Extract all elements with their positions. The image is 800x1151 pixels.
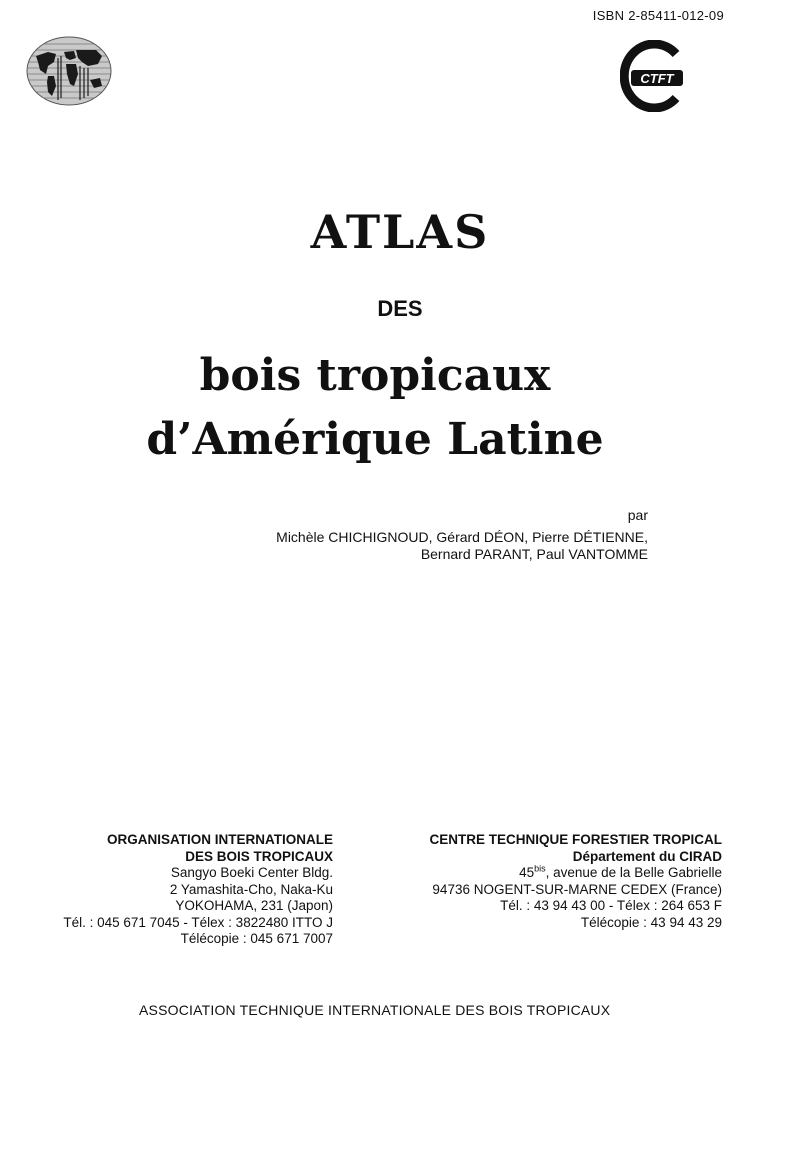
org-tel: Tél. : 045 671 7045 - Télex : 3822480 ITTO J — [63, 914, 333, 930]
ctft-dept: Département du CIRAD — [572, 848, 722, 864]
authors-line-2: Bernard PARANT, Paul VANTOMME — [420, 546, 648, 562]
title-atlas: ATLAS — [310, 205, 490, 259]
ctft-address-sup: bis — [534, 863, 546, 874]
org-address-2: 2 Yamashita-Cho, Naka-Ku — [169, 881, 333, 897]
ctft-tel: Tél. : 43 94 43 00 - Télex : 264 653 F — [500, 898, 722, 913]
isbn: ISBN 2-85411-012-09 — [592, 8, 724, 23]
ctft-address-1 — [429, 865, 722, 882]
itto-world-logo — [26, 36, 112, 106]
org-fax: Télécopie : 045 671 7007 — [180, 931, 333, 946]
main-title — [0, 344, 750, 472]
org-address-3: YOKOHAMA, 231 (Japon) — [175, 898, 333, 913]
ctft-address-number: 45 — [519, 865, 535, 880]
ctft-fax: Télécopie : 43 94 43 29 — [580, 914, 722, 930]
itto-address-block — [63, 832, 333, 948]
association-name: ASSOCIATION TECHNIQUE INTERNATIONALE DES BOIS TROPICAUX — [139, 1002, 611, 1018]
org-name-line-1: ORGANISATION INTERNATIONALE — [107, 832, 333, 847]
org-name-line-2: DES BOIS TROPICAUX — [185, 848, 333, 864]
authors-line-1: Michèle CHICHIGNOUD, Gérard DÉON, Pierre DÉTIENNE, — [276, 529, 648, 545]
title-line-1: bois tropicaux — [199, 350, 551, 401]
ctft-name: CENTRE TECHNIQUE FORESTIER TROPICAL — [429, 832, 722, 847]
title-des: DES — [377, 296, 423, 321]
ctft-logo — [620, 40, 686, 112]
ctft-logo-text: CTFT — [640, 71, 674, 86]
title-line-2: d’Amérique Latine — [146, 414, 604, 465]
ctft-address-street: , avenue de la Belle Gabrielle — [545, 865, 722, 880]
par-label: par — [627, 507, 648, 523]
ctft-address-block — [429, 832, 722, 931]
authors — [276, 529, 648, 563]
org-address-1: Sangyo Boeki Center Bldg. — [170, 865, 333, 880]
ctft-address-2: 94736 NOGENT-SUR-MARNE CEDEX (France) — [432, 881, 722, 897]
